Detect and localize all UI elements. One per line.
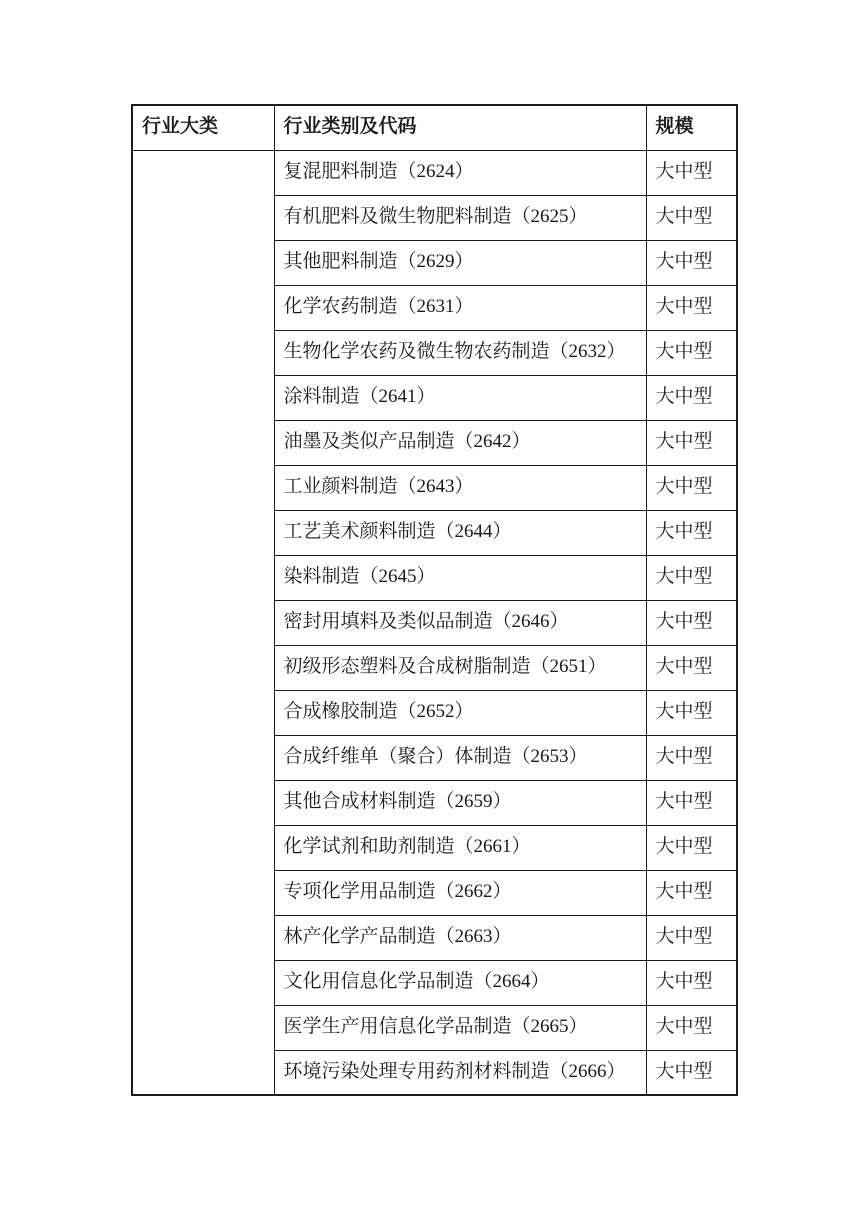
scale-cell: 大中型 <box>646 420 737 465</box>
industry-type-cell: 生物化学农药及微生物农药制造（2632） <box>274 330 646 375</box>
industry-category-merged-cell <box>132 150 274 1095</box>
header-scale: 规模 <box>646 105 737 150</box>
scale-cell: 大中型 <box>646 915 737 960</box>
industry-type-cell: 合成橡胶制造（2652） <box>274 690 646 735</box>
industry-type-cell: 初级形态塑料及合成树脂制造（2651） <box>274 645 646 690</box>
scale-cell: 大中型 <box>646 825 737 870</box>
industry-type-cell: 有机肥料及微生物肥料制造（2625） <box>274 195 646 240</box>
scale-cell: 大中型 <box>646 510 737 555</box>
industry-type-cell: 油墨及类似产品制造（2642） <box>274 420 646 465</box>
industry-type-cell: 合成纤维单（聚合）体制造（2653） <box>274 735 646 780</box>
industry-type-cell: 密封用填料及类似品制造（2646） <box>274 600 646 645</box>
industry-type-cell: 涂料制造（2641） <box>274 375 646 420</box>
scale-cell: 大中型 <box>646 375 737 420</box>
scale-cell: 大中型 <box>646 150 737 195</box>
header-industry-type-code: 行业类别及代码 <box>274 105 646 150</box>
industry-type-cell: 染料制造（2645） <box>274 555 646 600</box>
scale-cell: 大中型 <box>646 960 737 1005</box>
industry-type-cell: 环境污染处理专用药剂材料制造（2666） <box>274 1050 646 1095</box>
industry-type-cell: 文化用信息化学品制造（2664） <box>274 960 646 1005</box>
industry-type-cell: 复混肥料制造（2624） <box>274 150 646 195</box>
scale-cell: 大中型 <box>646 465 737 510</box>
industry-type-cell: 工业颜料制造（2643） <box>274 465 646 510</box>
industry-type-cell: 林产化学产品制造（2663） <box>274 915 646 960</box>
industry-type-cell: 化学试剂和助剂制造（2661） <box>274 825 646 870</box>
scale-cell: 大中型 <box>646 780 737 825</box>
scale-cell: 大中型 <box>646 1050 737 1095</box>
scale-cell: 大中型 <box>646 1005 737 1050</box>
industry-type-cell: 工艺美术颜料制造（2644） <box>274 510 646 555</box>
industry-type-cell: 化学农药制造（2631） <box>274 285 646 330</box>
industry-type-cell: 其他肥料制造（2629） <box>274 240 646 285</box>
scale-cell: 大中型 <box>646 690 737 735</box>
scale-cell: 大中型 <box>646 555 737 600</box>
industry-type-cell: 医学生产用信息化学品制造（2665） <box>274 1005 646 1050</box>
scale-cell: 大中型 <box>646 870 737 915</box>
industry-type-cell: 专项化学用品制造（2662） <box>274 870 646 915</box>
scale-cell: 大中型 <box>646 195 737 240</box>
table-header-row <box>132 105 737 150</box>
table-row <box>132 150 737 195</box>
industry-type-cell: 其他合成材料制造（2659） <box>274 780 646 825</box>
scale-cell: 大中型 <box>646 240 737 285</box>
industry-table <box>131 104 738 1096</box>
scale-cell: 大中型 <box>646 600 737 645</box>
scale-cell: 大中型 <box>646 285 737 330</box>
header-industry-category: 行业大类 <box>132 105 274 150</box>
scale-cell: 大中型 <box>646 330 737 375</box>
scale-cell: 大中型 <box>646 645 737 690</box>
scale-cell: 大中型 <box>646 735 737 780</box>
